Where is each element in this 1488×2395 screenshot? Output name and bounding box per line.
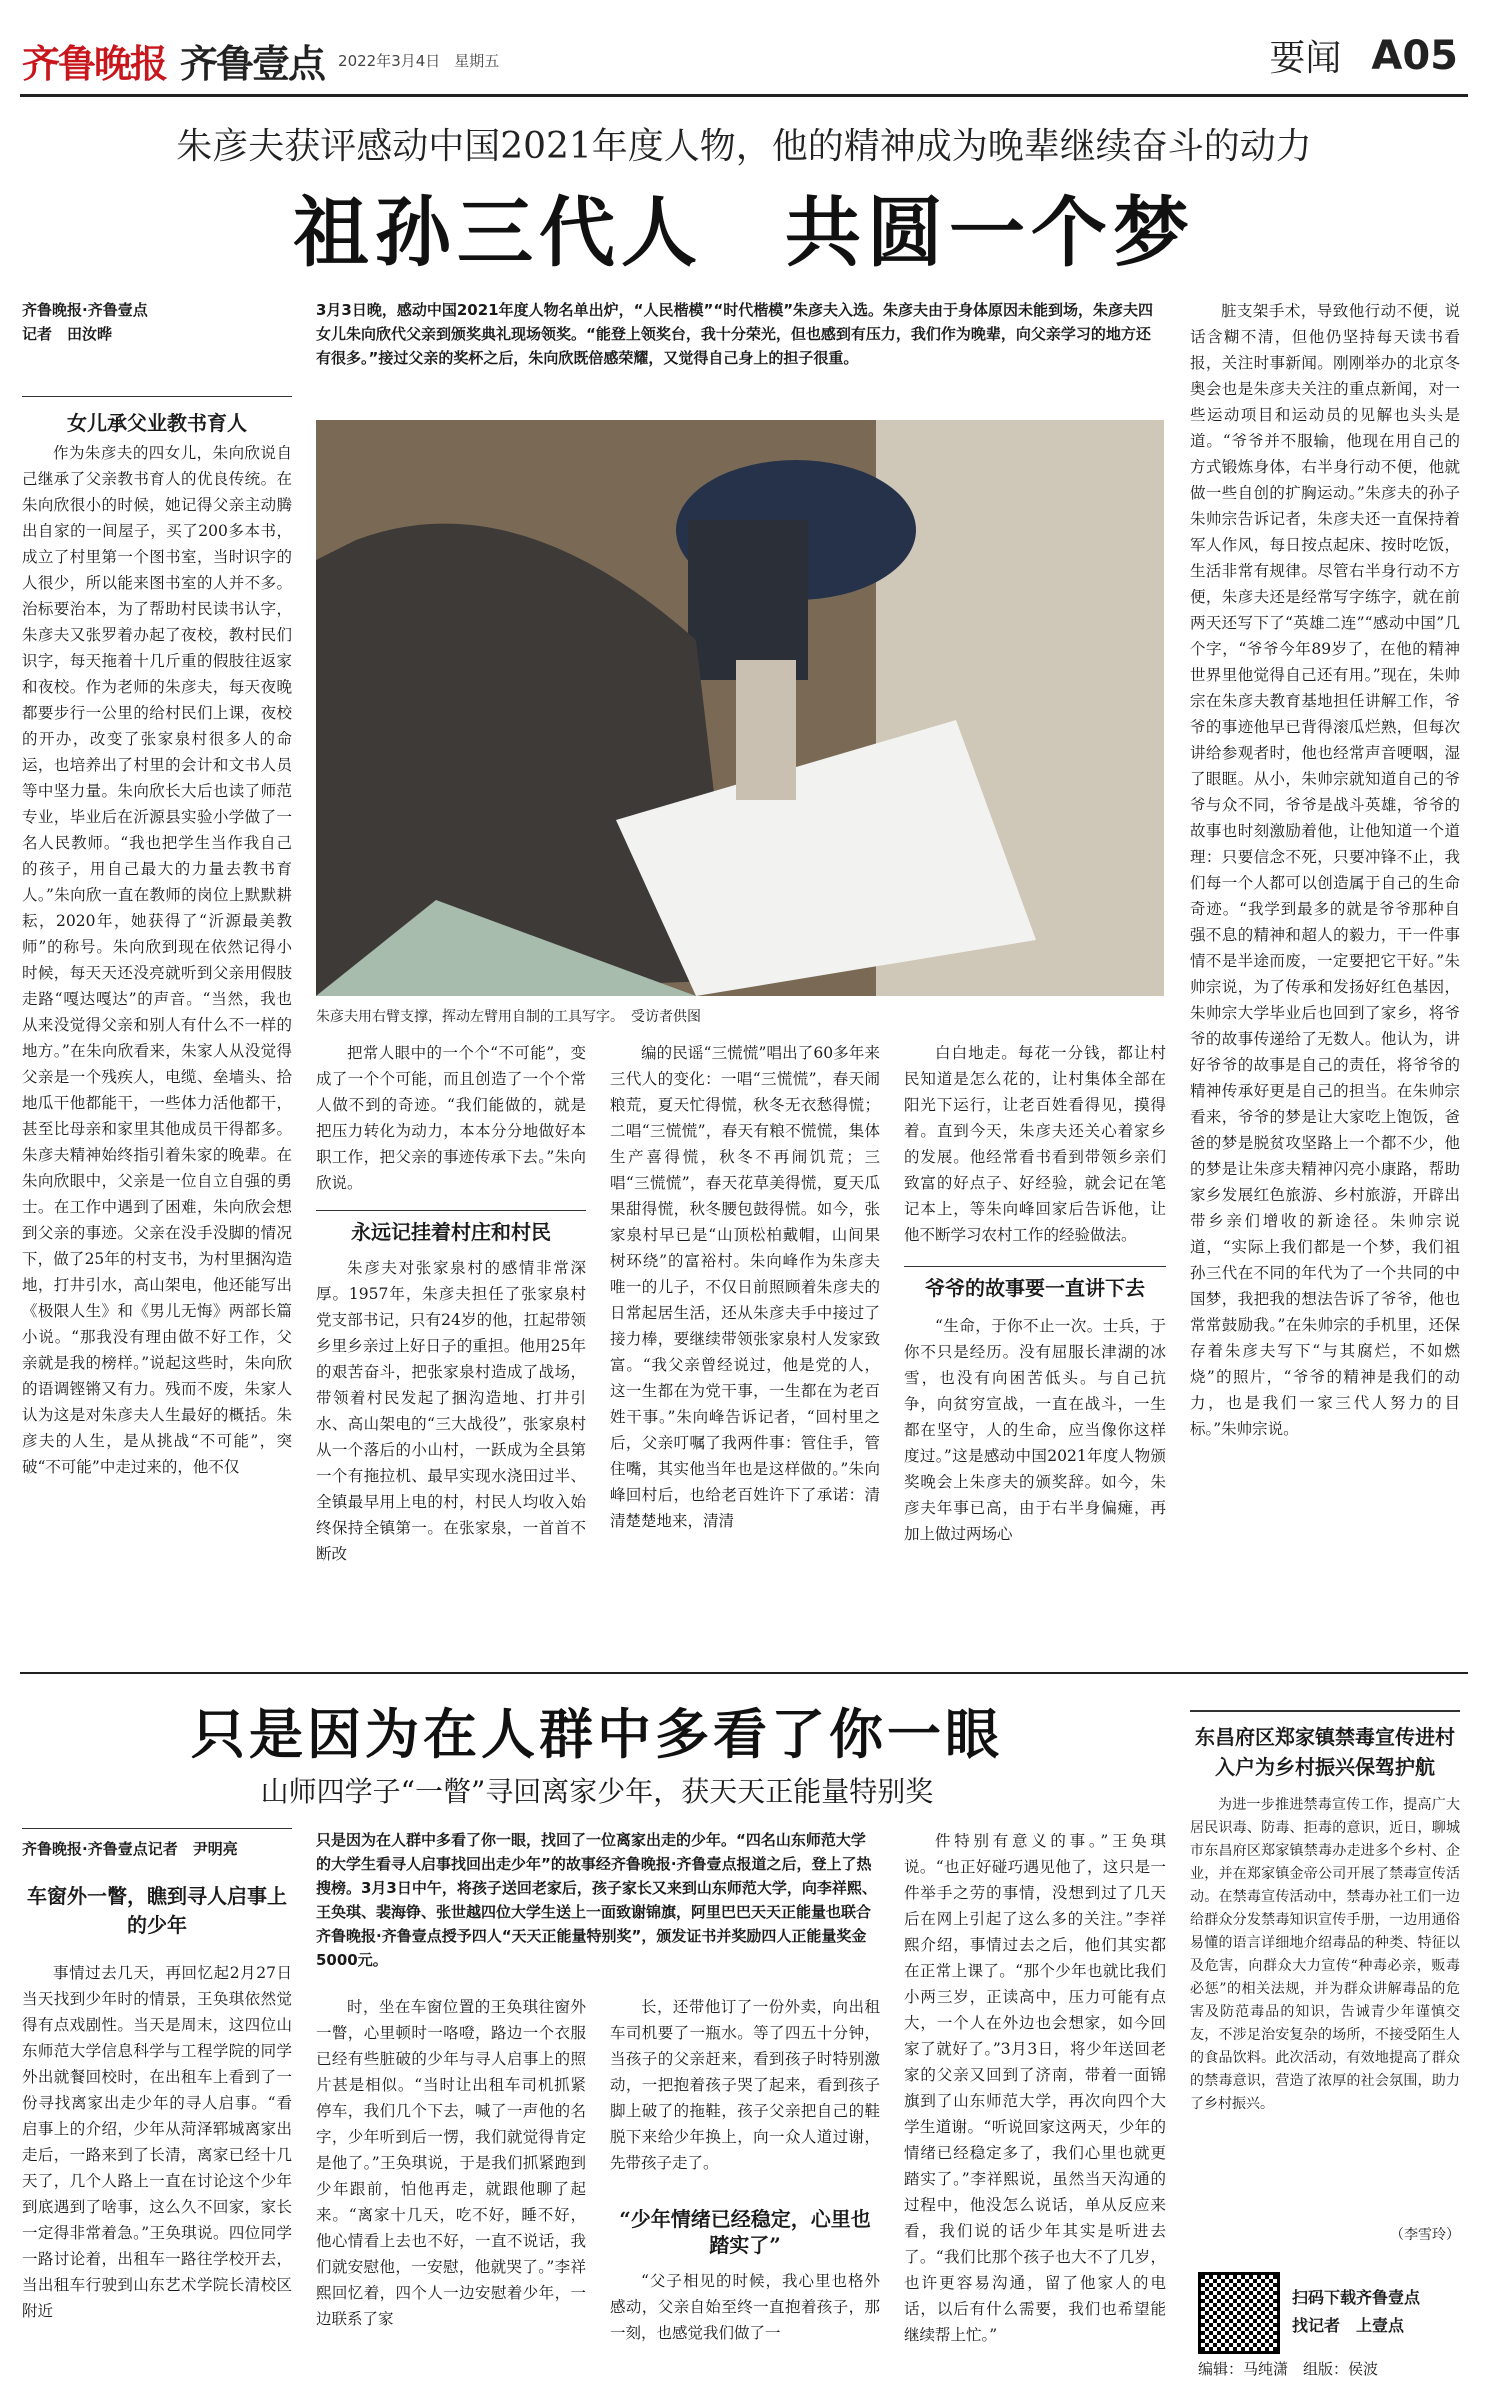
newspaper-logo: 齐鲁晚报 bbox=[22, 40, 167, 86]
article1-lead: 3月3日晚，感动中国2021年度人物名单出炉，“人民楷模”“时代楷模”朱彦夫入选。朱彦夫由于身体原因未能到场，朱彦夫四女儿朱向欣代父亲到颁奖典礼现场领奖。“能登上领奖台，我十分荣光，但也感到有压力，我们作为晚辈，向父亲学习的地方还有很多。”接过父亲的奖杯之后，朱向欣既倍感荣耀，又觉得自己身上的担子很重。 bbox=[316, 301, 1154, 367]
article1-column3: 编的民谣“三慌慌”唱出了60多年来三代人的变化：一唱“三慌慌”，春天闹粮荒，夏天忙得慌，秋冬无衣愁得慌；二唱“三慌慌”，春天有粮不慌慌，集体生产喜得慌，秋冬不再闹饥荒；三唱“三慌慌”，春天花草美得慌，夏天瓜果甜得慌，秋冬腰包鼓得慌。如今，张家泉村早已是“山顶松柏戴帽，山间果树环绕”的富裕村。朱向峰作为朱彦夫唯一的儿子，不仅日前照顾着朱彦夫的日常起居生活，还从朱彦夫手中接过了接力棒，要继续带领张家泉村人发家致富。“我父亲曾经说过，他是党的人，这一生都在为党干事，一生都在为老百姓干事。”朱向峰告诉记者，“回村里之后，父亲叮嘱了我两件事：管住手，管住嘴，其实他当年也是这样做的。”朱向峰回村后，也给老百姓许下了承诺：清清楚楚地来，清清 bbox=[610, 1044, 880, 1530]
subhead-2: 永远记挂着村庄和村民 bbox=[316, 1210, 586, 1245]
article1-column5: 脏支架手术，导致他行动不便，说话含糊不清，但他仍坚持每天读书看报，关注时事新闻。刚刚举办的北京冬奥会也是朱彦夫关注的重点新闻，对一些运动项目和运动员的见解也头头是道。“爷爷并不服输，他现在用自己的方式锻炼身体，右半身行动不便，他就做一些自创的扩胸运动。”朱彦夫的孙子朱帅宗告诉记者，朱彦夫还一直保持着军人作风，每日按点起床、按时吃饭，生活非常有规律。尽管右半身行动不方便，朱彦夫还是经常写字练字，就在前两天还写下了“英雄二连”“感动中国”几个字，“爷爷今年89岁了，在他的精神世界里他觉得自己还有用。”现在，朱帅宗在朱彦夫教育基地担任讲解工作，爷爷的事迹他早已背得滚瓜烂熟，但每次讲给参观者时，他也经常声音哽咽，湿了眼眶。从小，朱帅宗就知道自己的爷爷与众不同，爷爷是战斗英雄，爷爷的故事也时刻激励着他，让他知道一个道理：只要信念不死，只要冲锋不止，我们每一个人都可以创造属于自己的生命奇迹。“我学到最多的就是爷爷那种自强不息的精神和超人的毅力，干一件事情不是半途而废，一定要把它干好。”朱帅宗说，为了传承和发扬好红色基因，朱帅宗大学毕业后也回到了家乡，将爷爷的故事传递给了无数人。他认为，讲好爷爷的故事是自己的责任，将爷爷的精神传承好更是自己的担当。在朱帅宗看来，爷爷的梦是让大家吃上饱饭，爸爸的梦是脱贫攻坚路上一个都不少，他的梦是让朱彦夫精神闪亮小康路，帮助家乡发展红色旅游、乡村旅游，开辟出带乡亲们增收的新途径。朱帅宗说道，“实际上我们都是一个梦，我们祖孙三代在不同的年代为了一个共同的中国梦，我把我的想法告诉了爷爷，他也常常鼓励我。”在朱帅宗的手机里，还保存着朱彦夫写下“与其腐烂，不如燃烧”的照片，“爷爷的精神是我们的动力，也是我们一家三代人努力的目标。”朱帅宗说。 bbox=[1190, 302, 1460, 1438]
byline-reporter: 记者 田汝晔 bbox=[22, 325, 113, 343]
article2-column2: 时，坐在车窗位置的王奂琪往窗外一瞥，心里顿时一咯噔，路边一个衣服已经有些脏破的少年与寻人启事上的照片甚是相似。“当时让出租车司机抓紧停车，我们几个下去，喊了一声他的名字，少年听到后一愣，我们就觉得肯定是他了。”王奂琪说，于是我们抓紧跑到少年跟前，怕他再走，就跟他聊了起来。“离家十几天，吃不好，睡不好，他心情看上去也不好，一直不说话，我们就安慰他，一安慰，他就哭了。”李祥熙回忆着，四个人一边安慰着少年，一边联系了家 bbox=[316, 1998, 586, 2328]
top-rule bbox=[20, 94, 1468, 97]
issue-weekday: 星期五 bbox=[454, 51, 500, 70]
photo-illustration bbox=[316, 420, 1164, 996]
section-name: 要闻 bbox=[1269, 38, 1342, 79]
subhead-1: 女儿承父业教书育人 bbox=[22, 396, 292, 436]
side-story-author: （李雪玲） bbox=[1390, 2227, 1460, 2243]
side-story-body: 为进一步推进禁毒宣传工作，提高广大居民识毒、防毒、拒毒的意识，近日，聊城市东昌府区郑家镇禁毒办走进多个乡村、企业，并在郑家镇金帝公司开展了禁毒宣传活动。在禁毒宣传活动中，禁毒办社工们一边给群众分发禁毒知识宣传手册，一边用通俗易懂的语言详细地介绍毒品的种类、特征以及危害，向群众大力宣传“种毒必亲，贩毒必惩”的相关法规，并为群众讲解毒品的危害及防范毒品的知识，告诫青少年谨慎交友，不涉足治安复杂的场所，不接受陌生人的食品饮料。此次活动，有效地提高了群众的禁毒意识，营造了浓厚的社会氛围，助力了乡村振兴。 bbox=[1190, 1797, 1460, 2112]
issue-date: 2022年3月4日 bbox=[338, 51, 441, 70]
photo-caption: 朱彦夫用右臂支撑，挥动左臂用自制的工具写字。 受访者供图 bbox=[316, 1009, 701, 1025]
article2-quote: “少年情绪已经稳定，心里也踏实了” bbox=[619, 2207, 871, 2257]
article1-kicker: 朱彦夫获评感动中国2021年度人物，他的精神成为晚辈继续奋斗的动力 bbox=[176, 126, 1312, 167]
article2-column1: 事情过去几天，再回忆起2月27日当天找到少年时的情景，王奂琪依然觉得有点戏剧性。当天是周末，这四位山东师范大学信息科学与工程学院的同学外出就餐回校时，在出租车上看到了一份寻找离家出走少年的寻人启事。“看启事上的介绍，少年从菏泽郓城离家出走后，一路来到了长清，离家已经十几天了，几个人路上一直在讨论这个少年到底遇到了啥事，这么久不回家，家长一定得非常着急。”王奂琪说。四位同学一路讨论着，出租车一路往学校开去，当出租车行驶到山东艺术学院长清校区附近 bbox=[22, 1964, 292, 2320]
article1-title: 祖孙三代人 共圆一个梦 bbox=[293, 188, 1195, 277]
qr-caption-line1: 扫码下载齐鲁壹点 bbox=[1292, 2288, 1421, 2307]
qr-code[interactable] bbox=[1198, 2272, 1280, 2354]
side-story-title: 东昌府区郑家镇禁毒宣传进村入户为乡村振兴保驾护航 bbox=[1195, 1725, 1455, 1779]
article1-column4: 白白地走。每花一分钱，都让村民知道是怎么花的，让村集体全部在阳光下运行，让老百姓看得见，摸得着。直到今天，朱彦夫还关心着家乡的发展。他经常看书看到带领乡亲们致富的好点子、好经验，就会记在笔记本上，等朱向峰回家后告诉他，让他不断学习农村工作的经验做法。 爷爷的故事要一直讲下去 “生命，于你不止一次。士兵，于你不只是经历。没有屈服长津湖的冰雪，也没有向困苦低头。与自己抗争，向贫穷宣战，一直在战斗，一生都在坚守，人的生命，应当像你这样度过。”这是感动中国2021年度人物颁奖晚会上朱彦夫的颁奖辞。如今，朱彦夫年事已高，由于右半身偏瘫，再加上做过两场心 bbox=[904, 1044, 1166, 1543]
article2-byline: 齐鲁晚报·齐鲁壹点记者 尹明亮 bbox=[22, 1828, 292, 1861]
article-separator bbox=[20, 1672, 1468, 1674]
page-label bbox=[1269, 30, 1458, 81]
article2-lead: 只是因为在人群中多看了你一眼，找回了一位离家出走的少年。“四名山东师范大学的大学生看寻人启事找回出走少年”的故事经齐鲁晚报·齐鲁壹点报道之后，登上了热搜榜。3月3日中午，将孩子送回老家后，孩子家长又来到山东师范大学，向李祥熙、王奂琪、裴海铮、张世越四位大学生送上一面致谢锦旗，阿里巴巴天天正能量也联合齐鲁晚报·齐鲁壹点授予四人“天天正能量特别奖”，颁发证书并奖励四人正能量奖金5000元。 bbox=[316, 1831, 877, 1969]
app-logo: 齐鲁壹点 bbox=[180, 40, 325, 86]
article2-subhead: 车窗外一瞥，瞧到寻人启事上的少年 bbox=[27, 1884, 287, 1937]
editor-credit: 编辑：马纯潇 组版：侯波 bbox=[1198, 2360, 1379, 2378]
side-story bbox=[1190, 1710, 1460, 2244]
page-number: A05 bbox=[1371, 32, 1458, 79]
photo-writing bbox=[316, 420, 1164, 996]
article1-column1: 作为朱彦夫的四女儿，朱向欣说自己继承了父亲教书育人的优良传统。在朱向欣很小的时候，她记得父亲主动腾出自家的一间屋子，买了200多本书，成立了村里第一个图书室，当时识字的人很少，所以能来图书室的人并不多。治标要治本，为了帮助村民读书认字，朱彦夫又张罗着办起了夜校，教村民们识字，每天拖着十几斤重的假肢往返家和夜校。作为老师的朱彦夫，每天夜晚都要步行一公里的给村民们上课，夜校的开办，改变了张家泉村很多人的命运，也培养出了村里的会计和文书人员等中坚力量。朱向欣长大后也读了师范专业，毕业后在沂源县实验小学做了一名人民教师。“我也把学生当作我自己的孩子，用自己最大的力量去教书育人。”朱向欣一直在教师的岗位上默默耕耘，2020年，她获得了“沂源最美教师”的称号。朱向欣到现在依然记得小时候，每天天还没亮就听到父亲用假肢走路“嘎达嘎达”的声音。“当然，我也从来没觉得父亲和别人有什么不一样的地方。”在朱向欣看来，朱家人从没觉得父亲是一个残疾人，电缆、垒墙头、拾地瓜干他都能干，一些体力活他都干，甚至比母亲和家里其他成员干得都多。朱彦夫精神始终指引着朱家的晚辈。在朱向欣眼中，父亲是一位自立自强的勇士。在工作中遇到了困难，朱向欣会想到父亲的事迹。父亲在没手没脚的情况下，做了25年的村支书，为村里捆沟造地，打井引水，高山架电，他还能写出《极限人生》和《男儿无悔》两部长篇小说。“那我没有理由做不好工作，父亲就是我的榜样。”说起这些时，朱向欣的语调铿锵又有力。残而不废，朱家人认为这是对朱彦夫人生最好的概括。朱彦夫的人生，是从挑战“不可能”，突破“不可能”中走过来的，他不仅 bbox=[22, 444, 292, 1476]
article2-column3: 长，还带他订了一份外卖，向出租车司机要了一瓶水。等了四五十分钟，当孩子的父亲赶来，看到孩子时特别激动，一把抱着孩子哭了起来，看到孩子脚上破了的拖鞋，孩子父亲把自己的鞋脱下来给少年换上，向一众人道过谢，先带孩子走了。 “少年情绪已经稳定，心里也踏实了” “父子相见的时候，我心里也格外感动，父亲自始至终一直抱着孩子，那一刻，也感觉我们做了一 bbox=[610, 1998, 880, 2342]
byline-org: 齐鲁晚报·齐鲁壹点 bbox=[22, 301, 148, 319]
article2-subtitle: 山师四学子“一瞥”寻回离家少年，获天天正能量特别奖 bbox=[260, 1775, 934, 1808]
qr-caption bbox=[1292, 2284, 1420, 2340]
masthead bbox=[22, 30, 499, 90]
subhead-3: 爷爷的故事要一直讲下去 bbox=[904, 1266, 1166, 1301]
article1-byline bbox=[22, 298, 292, 346]
article1-column2: 把常人眼中的一个个“不可能”，变成了一个个可能，而且创造了一个个常人做不到的奇迹。“我们能做的，就是把压力转化为动力，本本分分地做好本职工作，把父亲的事迹传承下去。”朱向欣说。 永远记挂着村庄和村民 朱彦夫对张家泉村的感情非常深厚。1957年，朱彦夫担任了张家泉村党支部书记，只有24岁的他，扛起带领乡里乡亲过上好日子的重担。他用25年的艰苦奋斗，把张家泉村造成了战场，带领着村民发起了捆沟造地、打井引水、高山架电的“三大战役”，张家泉村从一个落后的小山村，一跃成为全县第一个有拖拉机、最早实现水浇田过半、全镇最早用上电的村，村民人均收入始终保持全镇第一。在张家泉，一首首不断改 bbox=[316, 1044, 586, 1563]
qr-caption-line2: 找记者 上壹点 bbox=[1292, 2316, 1405, 2335]
article2-column4: 件特别有意义的事。”王奂琪说。“也正好碰巧遇见他了，这只是一件举手之劳的事情，没想到过了几天后在网上引起了这么多的关注。”李祥熙介绍，事情过去之后，他们其实都在正常上课了。“那个少年也就比我们小两三岁，正读高中，压力可能有点大，一个人在外边也会想家，如今回家了就好了。”3月3日，将少年送回老家的父亲又回到了济南，带着一面锦旗到了山东师范大学，再次向四个大学生道谢。“听说回家这两天，少年的情绪已经稳定多了，我们心里也就更踏实了。”李祥熙说，虽然当天沟通的过程中，他没怎么说话，单从反应来看，我们说的话少年其实是听进去了。“我们比那个孩子也大不了几岁，也许更容易沟通，留了他家人的电话，以后有什么需要，我们也希望能继续帮上忙。” bbox=[904, 1832, 1166, 2344]
article2-title: 只是因为在人群中多看了你一眼 bbox=[191, 1702, 1003, 1766]
